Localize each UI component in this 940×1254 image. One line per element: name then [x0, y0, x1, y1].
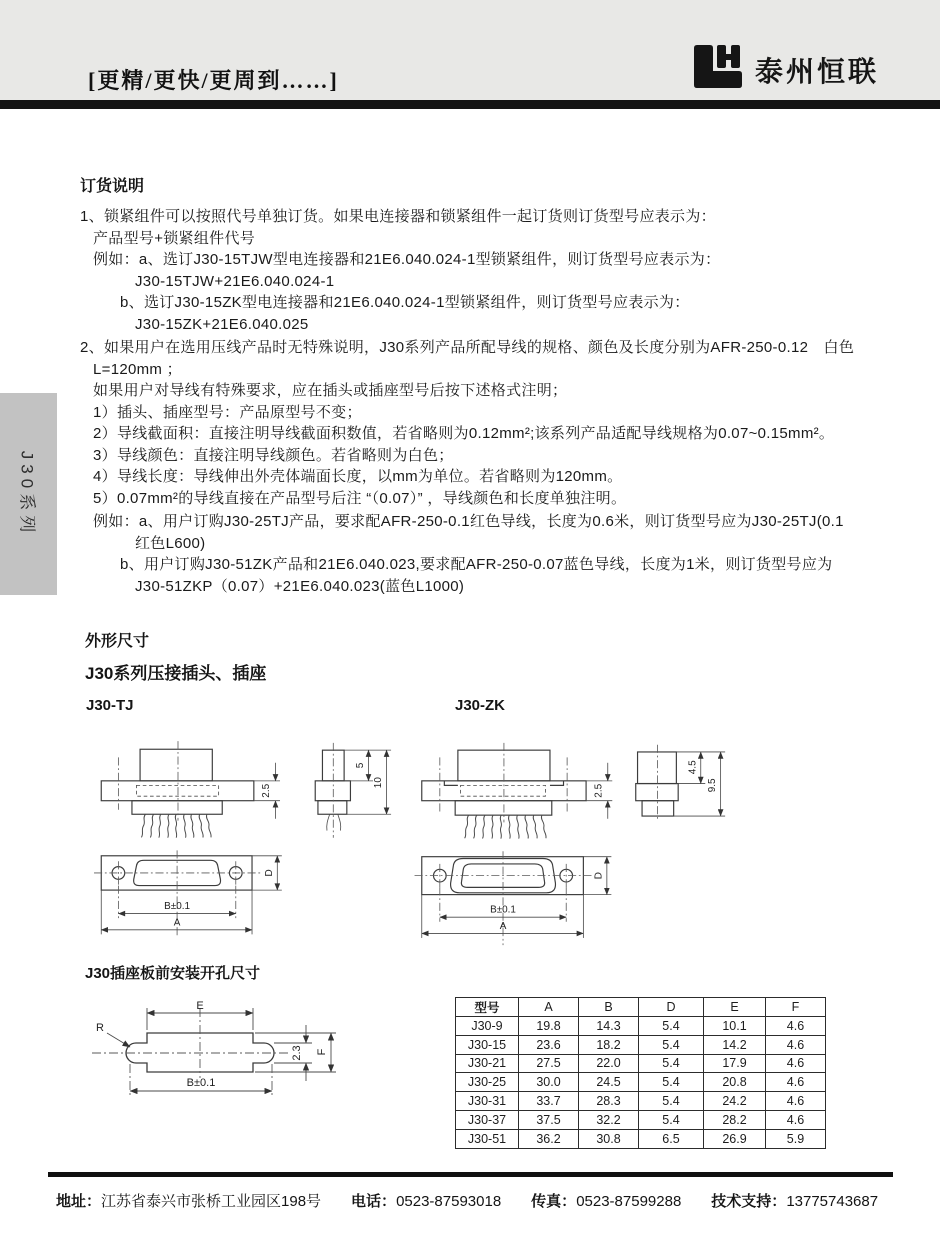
zk-profile-view — [636, 745, 725, 821]
footer-phone — [351, 1190, 501, 1211]
ordering-line: 1、锁紧组件可以按照代号单独订货。如果电连接器和锁紧组件一起订货则订货型号应表示为： — [80, 208, 716, 225]
tj-wires — [141, 814, 212, 838]
tj-b-dim: B±0.1 — [164, 901, 191, 913]
company-logo — [693, 44, 879, 95]
ordering-line: L=120mm ； — [93, 360, 182, 378]
radius-dim: R — [96, 1022, 104, 1034]
ordering-line: 红色L600) — [135, 534, 206, 552]
zk-d-dim: D — [593, 872, 605, 880]
cell: 24.2 — [704, 1092, 766, 1111]
col-header-d: D — [639, 998, 704, 1017]
col-header-e: E — [704, 998, 766, 1017]
ordering-line: 3）导线颜色：直接注明导线颜色。若省略则为白色； — [93, 446, 454, 464]
cell: J30-51 — [456, 1129, 519, 1148]
cell: 33.7 — [519, 1092, 579, 1111]
cell: J30-21 — [456, 1054, 519, 1073]
e-dim: E — [196, 1000, 204, 1012]
connector-outline-drawing — [85, 722, 875, 967]
dimension-table — [455, 997, 826, 1149]
cell: 22.0 — [579, 1054, 639, 1073]
outline-subtitle: J30系列压接插头、插座 — [85, 664, 267, 683]
header-slogan: [更精/更快/更周到……] — [88, 68, 339, 93]
outline-title: 外形尺寸 — [85, 633, 150, 650]
cell: 4.6 — [766, 1035, 826, 1054]
brand-name: 泰州恒联 — [755, 55, 880, 87]
zk-face-view — [415, 851, 612, 945]
mounting-hole-drawing — [85, 1000, 435, 1112]
cell: 10.1 — [704, 1017, 766, 1036]
ordering-line: 例如：a、用户订购J30-25TJ产品，要求配AFR-250-0.1红色导线，长度为0.6米，则订货型号应为J30-25TJ(0.1 — [93, 513, 844, 530]
cell: 30.0 — [519, 1073, 579, 1092]
cell: 5.4 — [639, 1110, 704, 1129]
slot-height-dim: 2.3 — [291, 1045, 303, 1061]
cell: J30-31 — [456, 1092, 519, 1111]
tj-outer-height-dim: 10 — [373, 777, 385, 789]
tj-face-view — [94, 850, 282, 938]
footer-support-value: 13775743687 — [786, 1193, 879, 1210]
ordering-title: 订货说明 — [80, 178, 145, 195]
cell: J30-15 — [456, 1035, 519, 1054]
footer-address — [56, 1190, 321, 1211]
cell: 14.3 — [579, 1017, 639, 1036]
footer-support-label: 技术支持： — [711, 1193, 787, 1210]
cell: 28.2 — [704, 1110, 766, 1129]
table-header-row — [456, 998, 826, 1017]
col-header-model: 型号 — [456, 998, 519, 1017]
footer-fax — [531, 1190, 681, 1211]
zk-wires — [464, 815, 547, 839]
cell: 4.6 — [766, 1092, 826, 1111]
zk-a-dim: A — [499, 920, 507, 932]
ordering-line: 产品型号+锁紧组件代号 — [93, 229, 256, 247]
table-row — [456, 1110, 826, 1129]
cell: 5.4 — [639, 1035, 704, 1054]
cell: 19.8 — [519, 1017, 579, 1036]
table-row — [456, 1017, 826, 1036]
cell: 6.5 — [639, 1129, 704, 1148]
cell: 37.5 — [519, 1110, 579, 1129]
tj-label: J30-TJ — [86, 697, 134, 714]
ordering-line: 1）插头、插座型号：产品原型号不变； — [93, 403, 362, 421]
footer-phone-label: 电话： — [351, 1193, 397, 1210]
cell: 26.9 — [704, 1129, 766, 1148]
cell: 14.2 — [704, 1035, 766, 1054]
sidebar-series-label: J30系列 — [17, 450, 36, 538]
cell: J30-9 — [456, 1017, 519, 1036]
ordering-text — [80, 206, 880, 597]
ordering-line: J30-15ZK+21E6.040.025 — [135, 315, 309, 333]
cell: 17.9 — [704, 1054, 766, 1073]
tj-d-dim: D — [263, 869, 275, 877]
cell: 4.6 — [766, 1054, 826, 1073]
cell: 4.6 — [766, 1017, 826, 1036]
table-row — [456, 1054, 826, 1073]
tj-a-dim: A — [173, 917, 181, 929]
zk-b-dim: B±0.1 — [490, 904, 516, 916]
tj-inner-height-dim: 5 — [355, 762, 367, 769]
table-row — [456, 1035, 826, 1054]
cell: 23.6 — [519, 1035, 579, 1054]
cell: 5.4 — [639, 1073, 704, 1092]
cell: 27.5 — [519, 1054, 579, 1073]
mounting-title: J30插座板前安装开孔尺寸 — [85, 965, 261, 982]
f-dim: F — [316, 1048, 328, 1056]
header-divider-bar — [0, 100, 940, 109]
cell: 36.2 — [519, 1129, 579, 1148]
ordering-line: 2、如果用户在选用压线产品时无特殊说明，J30系列产品所配导线的规格、颜色及长度分别为AFR-250-0.12 白色 — [80, 339, 855, 356]
cell: 5.9 — [766, 1129, 826, 1148]
sidebar-series-tab — [0, 393, 57, 595]
cell: 5.4 — [639, 1092, 704, 1111]
ordering-line: 如果用户对导线有特殊要求，应在插头或插座型号后按下述格式注明； — [93, 382, 568, 399]
ordering-line: b、用户订购J30-51ZK产品和21E6.040.023,要求配AFR-250-0.07蓝色导线，长度为1米，则订货型号应为 — [120, 556, 833, 573]
ordering-line: 例如：a、选订J30-15TJW型电连接器和21E6.040.024-1型锁紧组件，则订货型号应表示为： — [93, 251, 721, 268]
footer-phone-value: 0523-87593018 — [396, 1193, 502, 1210]
cell: J30-37 — [456, 1110, 519, 1129]
footer-support — [711, 1190, 878, 1211]
footer-fax-value: 0523-87599288 — [576, 1193, 682, 1210]
tj-flange-dim: 2.5 — [261, 783, 273, 798]
footer-divider-bar — [48, 1172, 893, 1177]
footer-address-label: 地址： — [56, 1193, 102, 1210]
cell: 4.6 — [766, 1110, 826, 1129]
zk-outer-height-dim: 9.5 — [707, 778, 719, 793]
cell: 5.4 — [639, 1054, 704, 1073]
cell: 32.2 — [579, 1110, 639, 1129]
tj-side-view — [101, 741, 280, 838]
cell: 5.4 — [639, 1017, 704, 1036]
cell: 24.5 — [579, 1073, 639, 1092]
footer — [56, 1190, 916, 1211]
col-header-f: F — [766, 998, 826, 1017]
cell: 30.8 — [579, 1129, 639, 1148]
mounting-b-dim: B±0.1 — [186, 1077, 216, 1089]
col-header-b: B — [579, 998, 639, 1017]
cell: 20.8 — [704, 1073, 766, 1092]
table-row — [456, 1129, 826, 1148]
lh-logo-icon — [693, 44, 745, 95]
table-row — [456, 1092, 826, 1111]
ordering-line: J30-51ZKP（0.07）+21E6.040.023(蓝色L1000) — [135, 577, 465, 595]
ordering-line: b、选订J30-15ZK型电连接器和21E6.040.024-1型锁紧组件，则订货型号应表示为： — [120, 294, 690, 311]
table-row — [456, 1073, 826, 1092]
ordering-line: 2）导线截面积：直接注明导线截面积数值，若省略则为0.12mm²;该系列产品适配导线规格为0.07~0.15mm²。 — [93, 425, 835, 442]
ordering-line: 4）导线长度：导线伸出外壳体端面长度，以mm为单位。若省略则为120mm。 — [93, 468, 623, 485]
zk-side-view — [422, 743, 613, 839]
cell: 28.3 — [579, 1092, 639, 1111]
zk-flange-dim: 2.5 — [593, 783, 605, 798]
col-header-a: A — [519, 998, 579, 1017]
cell: 4.6 — [766, 1073, 826, 1092]
zk-inner-height-dim: 4.5 — [687, 760, 699, 775]
footer-address-value: 江苏省泰兴市张桥工业园区198号 — [101, 1193, 322, 1210]
ordering-line: J30-15TJW+21E6.040.024-1 — [135, 272, 335, 290]
zk-label: J30-ZK — [455, 697, 506, 714]
tj-profile-view — [315, 743, 391, 838]
ordering-line: 5）0.07mm²的导线直接在产品型号后注 “（0.07）” ，导线颜色和长度单独注明。 — [93, 489, 627, 507]
cell: J30-25 — [456, 1073, 519, 1092]
cell: 18.2 — [579, 1035, 639, 1054]
footer-fax-label: 传真： — [531, 1193, 577, 1210]
